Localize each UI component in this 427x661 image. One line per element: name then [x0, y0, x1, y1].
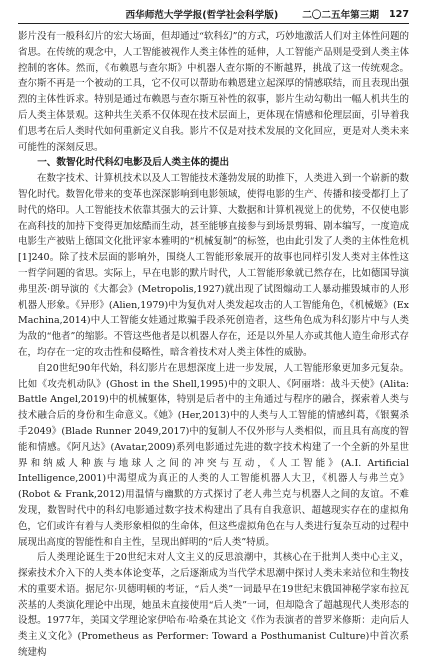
- journal-title: 西华师范大学学报(哲学社会科学版): [125, 10, 279, 21]
- body-paragraph: 后人类理论诞生于20世纪末对人文主义的反思浪潮中，其核心在于批判人类中心主义，探索技术介入下的人类本体论变革，之后逐渐成为当代学术思潮中探讨人类未来站位和生物技术的重要术语。据尼尔·贝德明顿的考证，“后人类”一词最早在19世纪末俄国神秘学家布拉瓦茨基的人类演化理论中出现，她虽未直接使用“后人类”一词，但却隐含了超越现代人类形态的设想。1977年，美国文学理论家伊哈布·哈桑在其论文《作为表演者的普罗米修斯：走向后人类主义文化》(Prometheus as Performer: Toward a Posthumanist Culture)中首次系统建构: [18, 552, 409, 659]
- page-number: 127: [388, 8, 409, 20]
- issue-label: 二〇二五年第三期: [302, 10, 379, 21]
- body-paragraph: 在数字技术、计算机技术以及人工智能技术蓬勃发展的助推下，人类进入到一个崭新的数智化时代。数智化带来的变革也深深影响到电影领域，使得电影的生产、传播和接受都打上了时代的烙印。人工智能技术依靠其强大的云计算、大数据和计算机视觉上的优势，不仅使电影在高科技的加持下变得更加炫酷而生动，甚至能够直接参与到场景剪辑、剧本编写，一度造成电影生产被贴上德国文化批评家本雅明的“机械复制”的标签，也由此引发了人类的主体性危机[1]240。除了技术层面的影响外，围绕人工智能形象展开的故事也同样引发人类对主体性这一哲学问题的省思。实际上，早在电影的默片时代，人工智能形象就已然存在，比如德国导演弗里茨·朗导演的《大都会》(Metropolis,1927)就出现了试图煽动工人暴动摧毁城市的人形机器人形象。《异形》(Alien,1979)中为复仇对人类发起攻击的人工智能角色，《机械姬》(Ex Machina,2014)中人工智能女娃通过欺骗手段杀死创造者，这些角色成为科幻影片中与人类为敌的“他者”的缩影。不管这些他者是以机器人存在，还是以外星人亦或其他人造生命形式存在，均存在一定的攻击性和侵略性，暗含着技术对人类主体性的威胁。: [18, 173, 409, 358]
- section-heading: 一、数智化时代科幻电影及后人类主体的提出: [37, 157, 230, 169]
- header-divider: [18, 23, 409, 24]
- body-paragraph: 自20世纪90年代始，科幻影片在思想深度上进一步发展，人工智能形象更加多元复杂。比如《攻壳机动队》(Ghost in the Shell,1995)中的文职人、《阿丽塔：战斗天使》(Alita: Battle Angel,2019)中的机械躯体，特别是后者中的主角通过与程序的融合，探索着人类与技术融合后的身份和生命意义。《她》(Her,2013)中的人类与人工智能的情感纠葛，《银翼杀手2049》(Blade Runner 2049,2017)中的复制人不仅外形与人类相似，而且具有高度的智能和情感。《阿凡达》(Avatar,2009)系列电影通过先进的数字技术构建了一个全新的外星世界和纳威人种族与地球人之间的冲突与互动，《人工智能》(A.I. Artificial Intelligence,2001)中渴望成为真正的人类的人工智能机器人大卫，《机器人与弗兰克》(Robot & Frank,2012)用温情与幽默的方式探讨了老人弗兰克与机器人之间的友谊。不难发现，数智时代中的科幻电影通过数字技术构建出了具有自我意识、超越现实存在的虚拟角色，它们或许有着与人类形象相似的生命体，但这些虚拟角色在与人类进行复杂互动的过程中展现出高度的智能性和自主性，呈现出鲜明的“后人类”特质。: [18, 362, 409, 548]
- body-paragraph: 影片没有一般科幻片的宏大场面，但却通过“软科幻”的方式，巧妙地激活人们对主体性问题的省思。在传统的观念中，人工智能被视作人类主体性的延伸，人工智能产品则是受到人类主体控制的客体。然而，《布赖恩与查尔斯》中机器人查尔斯的不断越界，挑战了这一传统观念。查尔斯不再是一个被动的工具，它不仅可以帮助布赖恩建立起深厚的情感联结，而且表现出强烈的主体性诉求。特别是通过布赖恩与查尔斯互补性的叙事，影片生动勾勒出一幅人机共生的后人类主体景观。这种共生关系不仅体现在技术层面上，更体现在情感和伦理层面，引导着我们思考在后人类时代如何重新定义自我。影片不仅是对技术发展的文化回应，更是对人类未来可能性的深刻反思。: [18, 31, 409, 153]
- running-header: [18, 6, 409, 22]
- article-body: [18, 29, 409, 659]
